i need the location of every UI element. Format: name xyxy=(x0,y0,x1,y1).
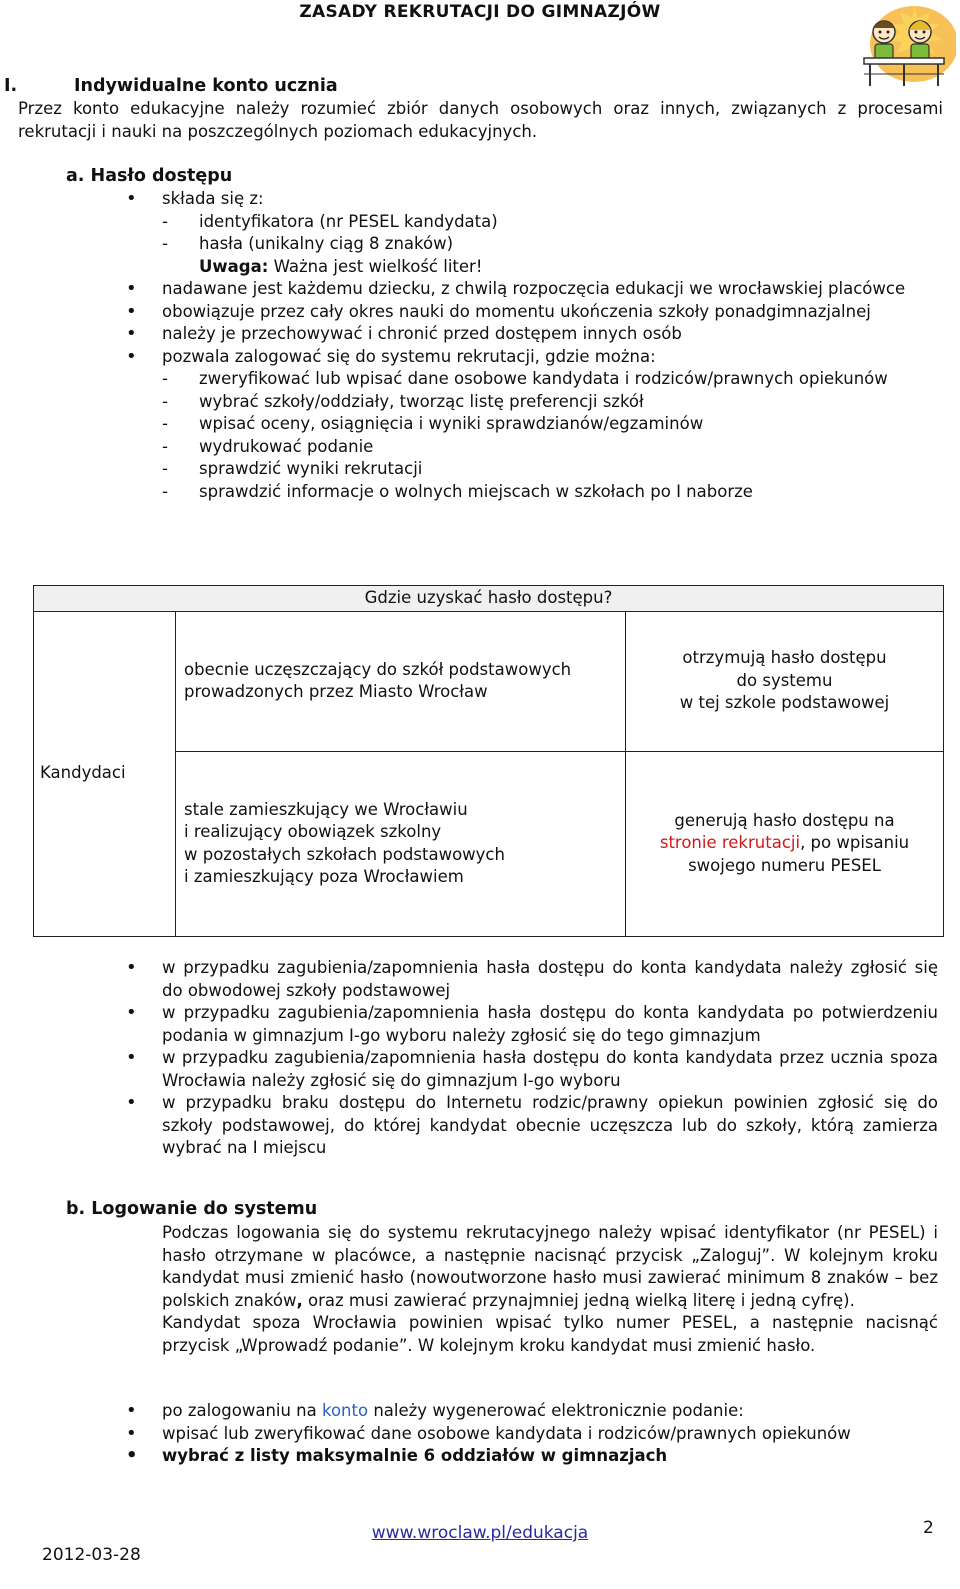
dash-item: - wybrać szkoły/oddziały, tworząc listę preferencji szkół xyxy=(162,391,938,414)
subsection-b-title: b. Logowanie do systemu xyxy=(66,1199,318,1219)
footer-date: 2012-03-28 xyxy=(42,1545,141,1565)
table-cell xyxy=(626,751,944,936)
list-item: • w przypadku zagubienia/zapomnienia hasła dostępu do konta kandydata przez ucznia spoza Wrocławia należy zgłosić się do gimnazjum I-go wyboru xyxy=(162,1047,938,1092)
page-header-title: ZASADY REKRUTACJI DO GIMNAZJÓW xyxy=(299,2,661,22)
dash-item: - sprawdzić informacje o wolnych miejscach w szkołach po I naborze xyxy=(162,481,938,504)
dash-item: - zweryfikować lub wpisać dane osobowe kandydata i rodziców/prawnych opiekunów xyxy=(162,368,938,391)
list-item: • nadawane jest każdemu dziecku, z chwilą rozpoczęcia edukacji we wrocławskiej placówce xyxy=(162,278,938,301)
list-item xyxy=(162,346,938,504)
table-cell: obecnie uczęszczający do szkół podstawowych prowadzonych przez Miasto Wrocław xyxy=(176,611,626,751)
cell-line: stale zamieszkujący we Wrocławiu xyxy=(184,799,468,819)
dash-item: - identyfikatora (nr PESEL kandydata) xyxy=(162,211,938,234)
bold-comma: , xyxy=(296,1290,303,1310)
note-label: Uwaga: xyxy=(199,256,269,276)
row-label: Kandydaci xyxy=(34,611,176,936)
list-item: • w przypadku zagubienia/zapomnienia hasła dostępu do konta kandydata po potwierdzeniu podania w gimnazjum I-go wyboru należy zgłosić się do tego gimnazjum xyxy=(162,1002,938,1047)
list-item: • wybrać z listy maksymalnie 6 oddziałów w gimnazjach xyxy=(162,1445,938,1468)
list-item-text: składa się z: xyxy=(162,189,264,208)
dash-list xyxy=(0,368,938,503)
list-item xyxy=(162,1400,938,1423)
list-item: • w przypadku zagubienia/zapomnienia hasła dostępu do konta kandydata należy zgłosić się do obwodowej szkoły podstawowej xyxy=(162,957,938,1002)
dash-item: - hasła (unikalny ciąg 8 znaków) xyxy=(162,233,938,256)
cell-line: generują hasło dostępu na xyxy=(674,810,895,830)
page-number: 2 xyxy=(923,1518,934,1538)
list-item: • należy je przechowywać i chronić przed dostępem innych osób xyxy=(162,323,938,346)
cell-line: otrzymują hasło dostępu xyxy=(682,648,887,668)
cell-text: , po wpisaniu xyxy=(800,833,910,853)
cell-line: do systemu xyxy=(736,670,833,690)
paragraph-text: oraz musi zawierać przynajmniej jedną wielką literę i jedną cyfrę). xyxy=(302,1290,855,1310)
table-cell xyxy=(176,751,626,936)
cell-line: swojego numeru PESEL xyxy=(688,855,881,875)
paragraph: Kandydat spoza Wrocławia powinien wpisać tylko numer PESEL, a następnie nacisnąć przycisk „Wprowadź podanie”. W kolejnym kroku kandydat musi zmienić hasło. xyxy=(162,1313,938,1355)
note-text: Ważna jest wielkość liter! xyxy=(268,256,483,276)
section-number: I. xyxy=(4,76,18,96)
cell-line: w tej szkole podstawowej xyxy=(679,693,890,713)
list-item: • obowiązuje przez cały okres nauki do momentu ukończenia szkoły ponadgimnazjalnej xyxy=(162,301,938,324)
intro-paragraph: Przez konto edukacyjne należy rozumieć zbiór danych osobowych oraz innych, związanych z procesami rekrutacji i nauki na poszczególnych poziomach edukacyjnych. xyxy=(18,99,943,141)
children-at-desk-icon xyxy=(856,4,956,88)
recruitment-page-link[interactable]: stronie rekrutacji xyxy=(659,833,801,853)
cell-line xyxy=(627,832,942,855)
table-header: Gdzie uzyskać hasło dostępu? xyxy=(34,586,944,612)
login-paragraphs xyxy=(162,1222,938,1357)
cell-line: i realizujący obowiązek szkolny xyxy=(184,822,442,841)
account-link[interactable]: konto xyxy=(322,1401,369,1420)
dash-item: - wydrukować podanie xyxy=(162,436,938,459)
password-source-table xyxy=(33,585,944,937)
password-info-list xyxy=(162,188,938,503)
paragraph xyxy=(162,1222,938,1312)
dash-list xyxy=(162,211,938,256)
paragraph-text: Podczas logowania się do systemu rekrutacyjnego należy wpisać identyfikator (nr PESEL) i hasło otrzymane w placówce, a następnie nacisnąć przycisk „Zaloguj”. W kolejnym kroku kandydat musi zmienić hasło (nowoutworzone hasło musi zawierać minimum 8 znaków – bez polskich znaków xyxy=(162,1223,938,1310)
dash-item: - sprawdzić wyniki rekrutacji xyxy=(162,458,938,481)
list-item-text: pozwala zalogować się do systemu rekrutacji, gdzie można: xyxy=(162,346,656,366)
table-cell xyxy=(626,611,944,751)
after-login-list xyxy=(162,1400,938,1468)
list-item-text: po zalogowaniu na xyxy=(162,1401,322,1420)
footer-link[interactable]: www.wroclaw.pl/edukacja xyxy=(371,1523,589,1543)
subsection-a-title: a. Hasło dostępu xyxy=(66,166,233,186)
cell-line: w pozostałych szkołach podstawowych xyxy=(184,844,505,864)
list-item: • wpisać lub zweryfikować dane osobowe kandydata i rodziców/prawnych opiekunów xyxy=(162,1423,938,1446)
cell-line: i zamieszkujący poza Wrocławiem xyxy=(184,867,464,886)
section-heading xyxy=(4,76,338,96)
note xyxy=(162,256,938,279)
list-item-text: należy wygenerować elektronicznie podanie: xyxy=(368,1401,744,1420)
list-item xyxy=(162,188,938,278)
section-title: Indywidualne konto ucznia xyxy=(74,76,338,96)
lost-password-list xyxy=(162,957,938,1160)
dash-item: - wpisać oceny, osiągnięcia i wyniki sprawdzianów/egzaminów xyxy=(162,413,938,436)
list-item: • w przypadku braku dostępu do Internetu rodzic/prawny opiekun powinien zgłosić się do szkoły podstawowej, do której kandydat obecnie uczęszcza lub do szkoły, którą zamierza wybrać na I miejscu xyxy=(162,1092,938,1160)
